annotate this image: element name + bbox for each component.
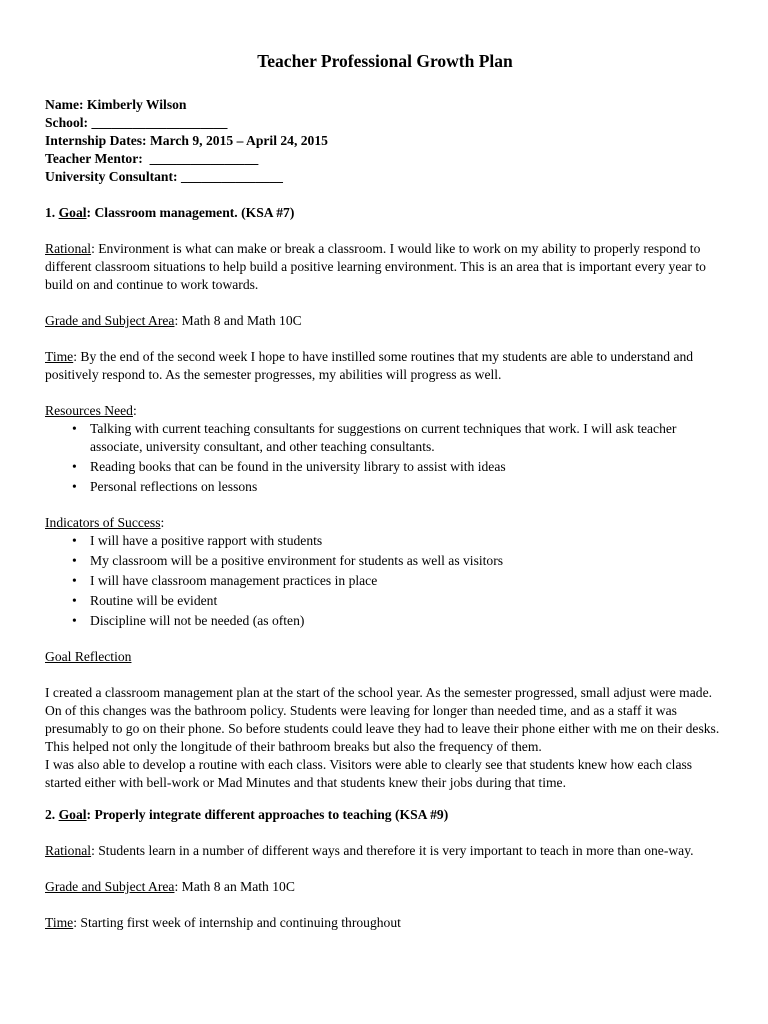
reflection-paragraph-2: I was also able to develop a routine with each class. Visitors were able to clearly see that students knew how each class started either with bell-work or Mad Minutes and that students knew their jobs during that time. [45,757,693,790]
goal-1-reflection-heading [45,648,725,666]
university-consultant-line: University Consultant: _______________ [45,169,283,184]
time-label: Time [45,349,74,364]
list-item: • Discipline will not be needed (as often) [90,612,725,630]
internship-dates-line: Internship Dates: March 9, 2015 – April 24, 2015 [45,133,328,148]
list-item: • Reading books that can be found in the university library to assist with ideas [90,458,725,476]
time-label: Time [45,915,74,930]
goal-2-grade [45,878,725,896]
header-block [45,96,725,186]
goal-1-time [45,348,725,384]
resources-suffix: : [132,403,137,418]
list-item: • Routine will be evident [90,592,725,610]
goal-1-reflection [45,684,725,792]
indicators-label: Indicators of Success [45,515,161,530]
rational-text: : Students learn in a number of different ways and therefore it is very important to teach in more than one-way. [91,843,694,858]
list-item: • Talking with current teaching consultants for suggestions on current techniques that work. I will ask teacher associate, university consultant, and other teaching consultants. [90,420,725,456]
resources-list [45,420,725,496]
document-page [45,50,725,932]
goal-1-heading [45,204,725,222]
goal-2-heading [45,806,725,824]
name-line: Name: Kimberly Wilson [45,97,187,112]
rational-label: Rational [45,843,92,858]
goal-1-grade [45,312,725,330]
goal-2-rational [45,842,725,860]
grade-label: Grade and Subject Area [45,313,175,328]
school-line: School: ____________________ [45,115,228,130]
rational-text: : Environment is what can make or break a classroom. I would like to work on my ability to properly respond to different classroom situations to help build a positive learning environment. This is an area that is important every year to build on and continue to work towards. [45,241,706,292]
resources-label: Resources Need [45,403,133,418]
indicators-suffix: : [160,515,165,530]
goal-1-indicators [45,514,725,630]
goal-1-resources [45,402,725,496]
grade-text: : Math 8 an Math 10C [174,879,295,894]
goal-2-time [45,914,725,932]
goal-2-word: Goal [58,807,87,822]
list-item: • Personal reflections on lessons [90,478,725,496]
time-text: : Starting first week of internship and continuing throughout [73,915,401,930]
reflection-paragraph-1: I created a classroom management plan at the start of the school year. As the semester progressed, small adjust were made. On of this changes was the bathroom policy. Students were leaving for longer than needed time, and as a staff it was presumably to go on their phone. So before students could leave they had to leave their phone either with me on their desks. This helped not only the longitude of their bathroom breaks but also the frequency of them. [45,685,720,754]
goal-2-title: : Properly integrate different approaches to teaching (KSA #9) [86,807,449,822]
page-title: Teacher Professional Growth Plan [257,51,513,71]
list-item: • My classroom will be a positive environment for students as well as visitors [90,552,725,570]
goal-1-title: : Classroom management. (KSA #7) [86,205,295,220]
time-text: : By the end of the second week I hope to have instilled some routines that my students are able to understand and positively respond to. As the semester progresses, my abilities will progress as well. [45,349,694,382]
list-item: • I will have a positive rapport with students [90,532,725,550]
goal-2-number: 2. [45,807,59,822]
reflection-label: Goal Reflection [45,649,132,664]
indicators-list [45,532,725,630]
goal-1-rational [45,240,725,294]
grade-label: Grade and Subject Area [45,879,175,894]
rational-label: Rational [45,241,92,256]
goal-1-number: 1. [45,205,59,220]
grade-text: : Math 8 and Math 10C [174,313,302,328]
list-item: • I will have classroom management practices in place [90,572,725,590]
goal-1-word: Goal [58,205,87,220]
teacher-mentor-line: Teacher Mentor: ________________ [45,151,259,166]
